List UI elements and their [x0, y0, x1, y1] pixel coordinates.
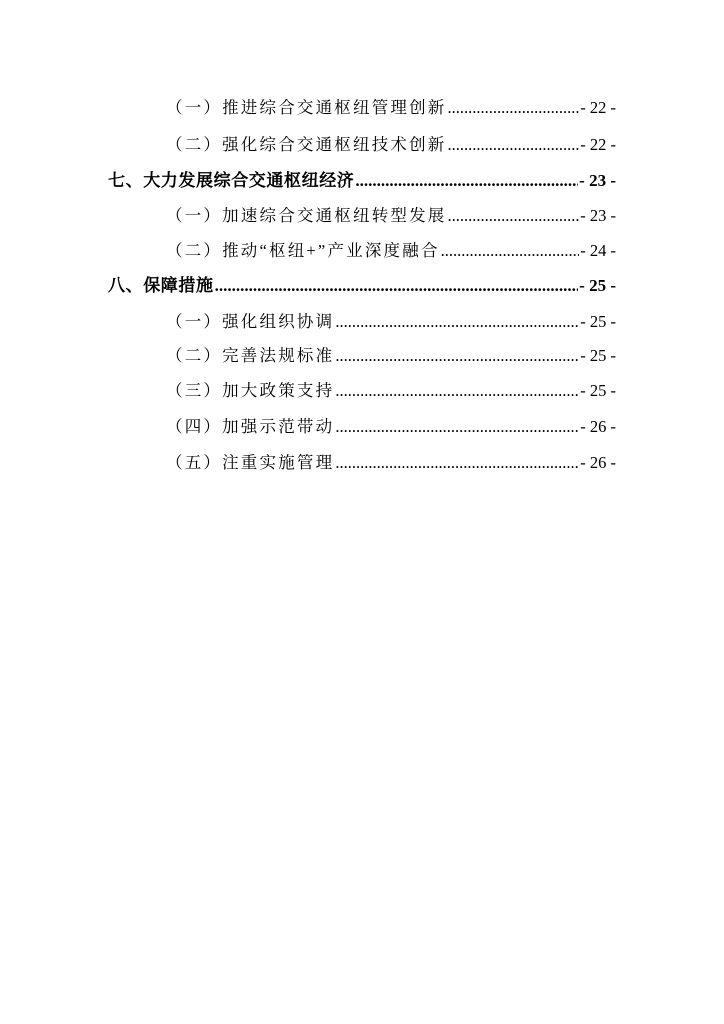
toc-chapter-7[interactable]: [108, 171, 616, 191]
toc-entry-title: （四）加强示范带动: [166, 417, 335, 436]
toc-page-number: - 22 -: [580, 135, 616, 154]
toc-entry-manage-innovation[interactable]: [166, 98, 616, 118]
toc-page-number: - 26 -: [580, 453, 616, 472]
toc-chapter-title: 七、大力发展综合交通枢纽经济: [108, 171, 355, 190]
toc-entry-industry-integration[interactable]: [166, 241, 616, 261]
toc-leader-dots: [335, 381, 579, 401]
toc-entry-title: （一）强化组织协调: [166, 312, 335, 331]
toc-entry-title: （一）加速综合交通枢纽转型发展: [166, 206, 447, 225]
toc-page-number: - 26 -: [580, 417, 616, 436]
toc-page-number: - 25 -: [580, 346, 616, 365]
toc-entry-title: （二）推动“枢纽+”产业深度融合: [166, 241, 440, 260]
toc-page-number: - 25 -: [580, 381, 616, 400]
toc-chapter-8[interactable]: [108, 276, 616, 296]
toc-entry-title: （五）注重实施管理: [166, 453, 335, 472]
toc-entry-demonstration[interactable]: [166, 417, 616, 437]
toc-leader-dots: [448, 135, 580, 155]
toc-page-number: - 25 -: [580, 312, 616, 331]
toc-leader-dots: [441, 241, 580, 261]
toc-page-number: - 24 -: [580, 241, 616, 260]
toc-leader-dots: [215, 276, 579, 296]
toc-entry-policy-support[interactable]: [166, 381, 616, 401]
toc-leader-dots: [355, 171, 578, 191]
toc-entry-regulations[interactable]: [166, 346, 616, 366]
toc-leader-dots: [335, 312, 579, 332]
toc-entry-title: （三）加大政策支持: [166, 381, 335, 400]
toc-page-number: - 23 -: [579, 171, 616, 190]
toc-entry-title: （二）强化综合交通枢纽技术创新: [166, 135, 447, 154]
toc-page-number: - 23 -: [580, 206, 616, 225]
toc-chapter-title: 八、保障措施: [108, 276, 214, 295]
toc-entry-title: （一）推进综合交通枢纽管理创新: [166, 98, 447, 117]
toc-leader-dots: [335, 417, 579, 437]
toc-leader-dots: [448, 206, 580, 226]
toc-entry-coordination[interactable]: [166, 312, 616, 332]
toc-page-number: - 22 -: [580, 98, 616, 117]
toc-entry-transformation[interactable]: [166, 206, 616, 226]
toc-entry-implementation[interactable]: [166, 453, 616, 473]
toc-entry-title: （二）完善法规标准: [166, 346, 335, 365]
toc-entry-tech-innovation[interactable]: [166, 135, 616, 155]
toc-page-number: - 25 -: [579, 276, 616, 295]
toc-leader-dots: [335, 346, 579, 366]
toc-leader-dots: [448, 98, 580, 118]
toc-leader-dots: [335, 453, 579, 473]
